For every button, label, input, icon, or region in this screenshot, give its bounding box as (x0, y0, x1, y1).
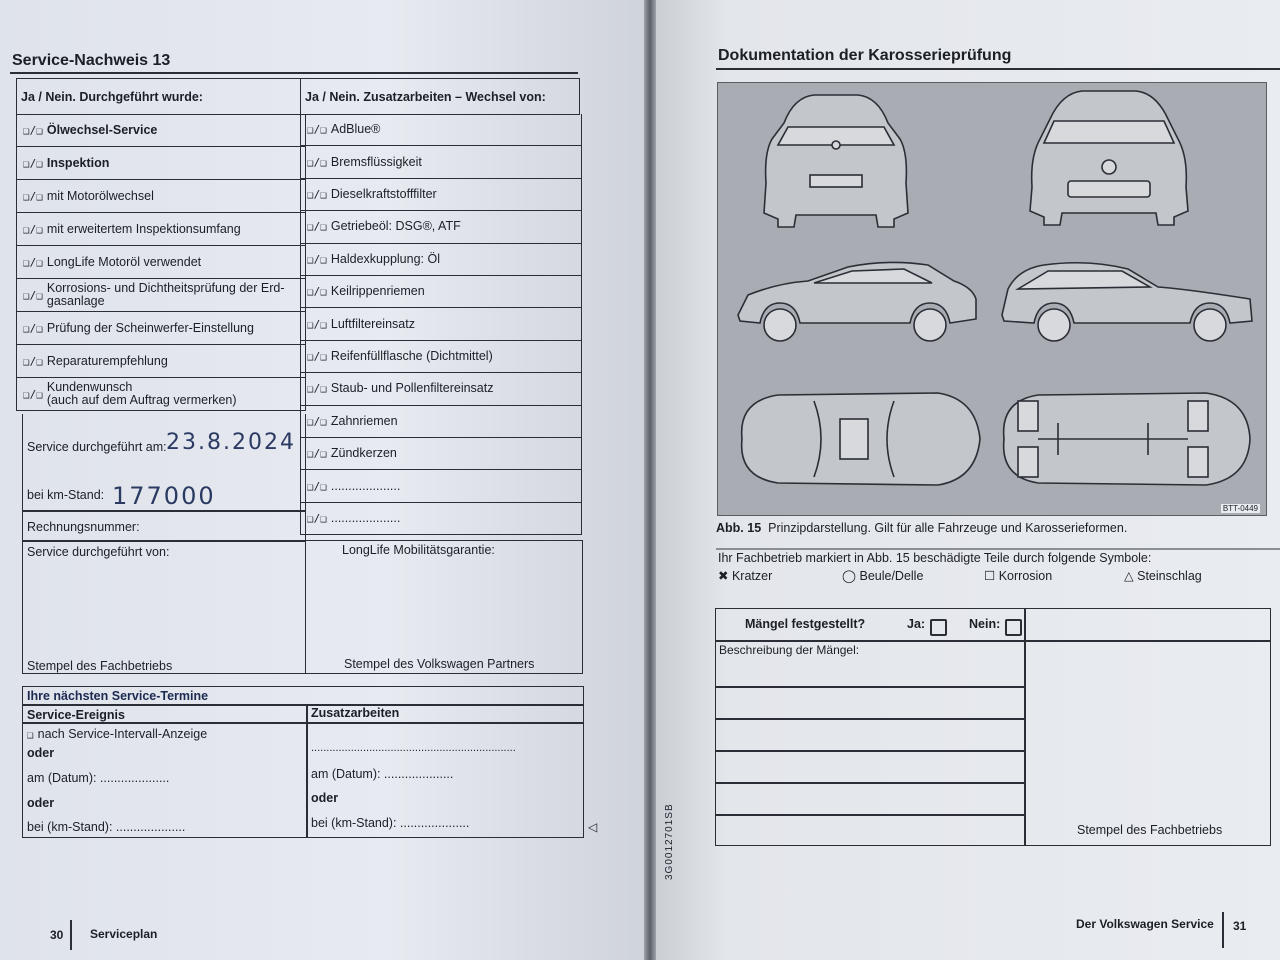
divider (22, 540, 306, 542)
car-body-diagram (717, 82, 1267, 516)
yes-no-checkbox-icon[interactable]: ❑/❑ (307, 511, 327, 525)
caption-text: Prinzipdarstellung. Gilt für alle Fahrzeuge und Karosserieformen. (768, 521, 1128, 535)
col1-label-text: Ölwechsel-Service (46, 122, 158, 137)
col2-label-text: Dieselkraftstofffilter (330, 186, 437, 201)
extra-work-line: ................................................................... (311, 742, 516, 754)
book-gutter (644, 0, 656, 960)
col2-label-text: Haldexkupplung: Öl (330, 251, 440, 266)
defects-no-checkbox[interactable] (1005, 619, 1022, 636)
col2-label-text: .................... (330, 478, 401, 493)
yes-no-checkbox-icon[interactable]: ❑/❑ (307, 187, 327, 201)
defects-yes-checkbox[interactable] (930, 619, 947, 636)
footer-divider (70, 920, 72, 950)
col2-label-text: Getriebeöl: DSG®, ATF (330, 219, 461, 234)
yes-no-checkbox-icon[interactable]: ❑/❑ (307, 349, 327, 363)
col1-label (47, 124, 157, 137)
col1-label (47, 256, 201, 269)
col1-row (16, 312, 306, 345)
col1-label-text: LongLife Motoröl verwendet (46, 254, 202, 269)
right-page-title: Dokumentation der Karosserieprüfung (718, 47, 1012, 64)
next-col2-header: Zusatzarbeiten (311, 706, 400, 720)
footer-divider (1222, 912, 1224, 948)
col2-row (300, 276, 582, 308)
description-line (715, 750, 1025, 752)
extra-date-field: am (Datum): .................... (311, 767, 454, 781)
description-line (715, 782, 1025, 784)
oder-label: oder (27, 796, 55, 810)
col2-label-text: AdBlue® (330, 122, 381, 137)
col1-label (47, 282, 285, 308)
col2-row (300, 146, 582, 178)
footer-title-right: Der Volkswagen Service (1076, 917, 1214, 931)
col2-row (300, 211, 582, 243)
yes-no-checkbox-icon[interactable]: ❑/❑ (23, 123, 43, 137)
col2-label (331, 382, 494, 395)
col2-label-text: .................... (330, 510, 401, 525)
yes-no-checkbox-icon[interactable]: ❑/❑ (23, 156, 43, 170)
col1-label-text: Kundenwunsch (46, 380, 133, 394)
col1-row (16, 345, 306, 378)
yes-no-checkbox-icon[interactable]: ❑/❑ (307, 317, 327, 331)
col1-label (47, 355, 168, 368)
col2-row (300, 406, 582, 438)
col1-label (47, 322, 254, 335)
longlife-label: LongLife Mobilitätsgarantie: (342, 543, 495, 557)
yes-no-checkbox-icon[interactable]: ❑/❑ (307, 155, 327, 169)
col2-label (331, 253, 440, 266)
col1-row (16, 279, 306, 312)
col2-label (331, 318, 415, 331)
damage-symbol-icon: △ (1124, 569, 1134, 583)
next-km-field: bei (km-Stand): .................... (27, 820, 186, 834)
divider (22, 510, 306, 512)
diagram-code: BTT-0449 (1222, 504, 1258, 513)
col2-row (300, 438, 582, 470)
yes-no-checkbox-icon[interactable]: ❑/❑ (23, 321, 43, 335)
col1-row (16, 147, 306, 180)
col2-label (331, 220, 461, 233)
col2-label (331, 447, 397, 460)
yes-no-checkbox-icon[interactable]: ❑/❑ (307, 252, 327, 266)
car-outlines-illustration (718, 83, 1266, 515)
defects-yes-label: Ja: (907, 617, 926, 631)
col2-label (331, 512, 400, 525)
caption-number: Abb. 15 (716, 521, 762, 535)
col1-label-text: Prüfung der Scheinwerfer-Einstellung (46, 320, 254, 335)
col2-row (300, 308, 582, 340)
col1-label-text: Korrosions- und Dichtheitsprüfung der Erd- (46, 281, 285, 295)
damage-symbol-item (1124, 568, 1202, 583)
document-code: 3G0012701SB (664, 803, 675, 880)
next-interval-label: nach Service-Intervall-Anzeige (37, 727, 208, 741)
stamp-dealer-label: Stempel des Fachbetriebs (27, 659, 173, 673)
oder-label: oder (311, 791, 339, 805)
col1-row (16, 213, 306, 246)
col2-label-text: Staub- und Pollenfiltereinsatz (330, 381, 494, 396)
damage-symbol-icon: ✖ (718, 569, 729, 583)
yes-no-checkbox-icon[interactable]: ❑/❑ (23, 354, 43, 368)
oder-label: oder (27, 746, 55, 760)
marking-instructions: Ihr Fachbetrieb markiert in Abb. 15 beschädigte Teile durch folgende Symbole: (718, 551, 1152, 565)
divider (22, 722, 584, 724)
page-number-left: 30 (50, 928, 64, 942)
col1-label-text-2: gasanlage (46, 294, 105, 308)
col2-label (331, 285, 425, 298)
col1-row (16, 246, 306, 279)
yes-no-checkbox-icon[interactable]: ❑/❑ (307, 382, 327, 396)
defects-question: Mängel festgestellt? (745, 617, 866, 631)
stamp-partner-label: Stempel des Volkswagen Partners (344, 657, 535, 671)
yes-no-checkbox-icon[interactable]: ❑/❑ (307, 220, 327, 234)
col2-row (300, 114, 582, 146)
footer-title-left: Serviceplan (90, 927, 158, 941)
next-col1-header: Service-Ereignis (27, 708, 125, 722)
checkbox-icon: ❑ (27, 728, 34, 741)
divider (715, 640, 1271, 642)
col1-label-text: Inspektion (46, 155, 110, 170)
col1-row (16, 180, 306, 213)
col2-row (300, 503, 582, 535)
col2-row (300, 470, 582, 502)
yes-no-checkbox-icon[interactable]: ❑/❑ (307, 479, 327, 493)
col2-header: Ja / Nein. Zusatzarbeiten – Wechsel von: (301, 79, 580, 115)
km-label: bei km-Stand: (27, 488, 105, 502)
col1-label-text-2: (auch auf dem Auftrag vermerken) (46, 393, 237, 407)
yes-no-checkbox-icon[interactable]: ❑/❑ (23, 189, 43, 203)
service-date-value: 23.8.2024 (166, 430, 296, 455)
description-line (715, 686, 1025, 688)
description-line (715, 814, 1025, 816)
description-line (715, 718, 1025, 720)
yes-no-checkbox-icon[interactable]: ❑/❑ (23, 255, 43, 269)
damage-symbol-label: Korrosion (998, 569, 1053, 583)
col2-label-text: Bremsflüssigkeit (330, 154, 422, 169)
col2-label (331, 156, 422, 169)
col2-label (331, 123, 381, 136)
damage-symbol-icon: ☐ (984, 569, 996, 583)
defects-description-label: Beschreibung der Mängel: (719, 643, 860, 657)
col1-label (47, 190, 154, 203)
damage-symbol-label: Beule/Delle (859, 569, 924, 583)
col2-label (331, 480, 400, 493)
longlife-box (305, 540, 583, 674)
figure-caption (716, 521, 1127, 535)
service-checklist-table (16, 78, 580, 115)
col2-label (331, 188, 437, 201)
col2-row (300, 341, 582, 373)
performed-by-label: Service durchgeführt von: (27, 545, 170, 559)
col1-label-text: mit Motorölwechsel (46, 188, 154, 203)
col1-label (47, 157, 110, 170)
yes-no-checkbox-icon[interactable]: ❑/❑ (307, 447, 327, 461)
damage-symbol-item (984, 568, 1052, 583)
col2-label-text: Luftfiltereinsatz (330, 316, 415, 331)
divider (22, 704, 584, 706)
page-number-right: 31 (1233, 919, 1247, 933)
yes-no-checkbox-icon[interactable]: ❑/❑ (307, 285, 327, 299)
invoice-label: Rechnungsnummer: (27, 520, 140, 534)
damage-symbol-label: Steinschlag (1137, 569, 1202, 583)
yes-no-checkbox-icon[interactable]: ❑/❑ (307, 123, 327, 137)
col2-label-text: Zahnriemen (330, 413, 398, 428)
divider (306, 704, 308, 838)
next-interval-item (27, 727, 207, 741)
km-value: 177000 (112, 482, 216, 510)
damage-symbol-label: Kratzer (731, 569, 773, 583)
col1-row (16, 114, 306, 147)
col2-label (331, 350, 493, 363)
damage-symbols-legend (718, 568, 1278, 586)
col2-label-text: Reifenfüllflasche (Dichtmittel) (330, 348, 493, 363)
damage-symbol-item (718, 568, 772, 583)
next-service-title: Ihre nächsten Service-Termine (27, 689, 209, 703)
col2-label (331, 415, 398, 428)
col2-label-text: Zündkerzen (330, 446, 397, 461)
divider (1024, 608, 1026, 846)
title-rule (716, 68, 1280, 70)
yes-no-checkbox-icon[interactable]: ❑/❑ (307, 414, 327, 428)
defects-no-label: Nein: (969, 617, 1001, 631)
caption-rule (716, 548, 1280, 550)
damage-symbol-item (842, 568, 923, 583)
yes-no-checkbox-icon[interactable]: ❑/❑ (23, 222, 43, 236)
yes-no-checkbox-icon[interactable]: ❑/❑ (23, 387, 43, 401)
next-date-field: am (Datum): .................... (27, 771, 170, 785)
col1-header: Ja / Nein. Durchgeführt wurde: (17, 79, 301, 115)
col1-label (47, 381, 237, 407)
col1-label-text: mit erweitertem Inspektionsumfang (46, 221, 241, 236)
left-page-title: Service-Nachweis 13 (12, 52, 171, 69)
col1-row (16, 378, 306, 411)
title-rule (10, 72, 578, 74)
col2-row (300, 179, 582, 211)
extra-km-field: bei (km-Stand): .................... (311, 816, 470, 830)
triangle-icon: ◁ (588, 820, 598, 834)
stamp-dealer-label-right: Stempel des Fachbetriebs (1077, 823, 1223, 837)
col2-row (300, 244, 582, 276)
yes-no-checkbox-icon[interactable]: ❑/❑ (23, 288, 43, 302)
col1-label-text: Reparaturempfehlung (46, 353, 168, 368)
col2-label-text: Keilrippenriemen (330, 284, 425, 299)
col1-label (47, 223, 241, 236)
service-date-label: Service durchgeführt am: (27, 440, 167, 454)
col2-row (300, 373, 582, 405)
damage-symbol-icon: ◯ (842, 569, 856, 583)
